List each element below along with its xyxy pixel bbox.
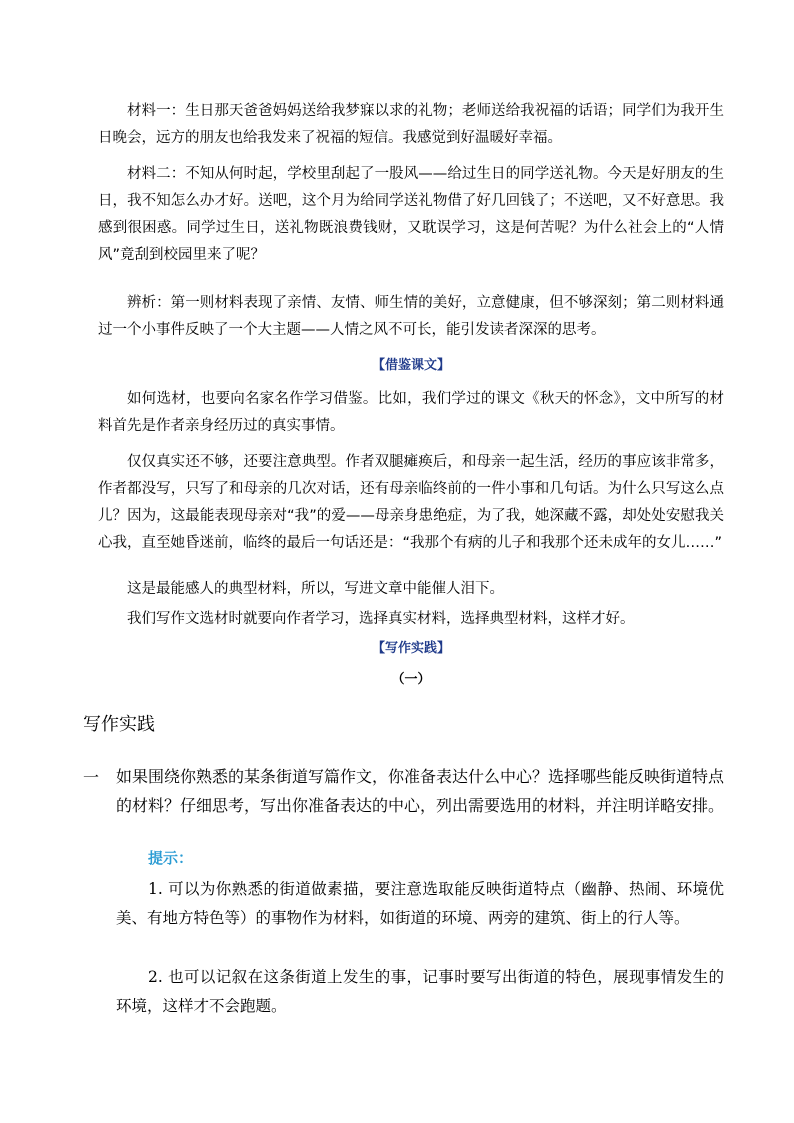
item-number: 一 (83, 768, 100, 787)
material-one-paragraph: 材料一：生日那天爸爸妈妈送给我梦寐以求的礼物；老师送给我祝福的话语；同学们为我开生日晚会，远方的朋友也给我发来了祝福的短信。我感觉到好温暖好幸福。 (98, 103, 724, 146)
exercise-prompt: 如果围绕你熟悉的某条街道写篇作文，你准备表达什么中心？选择哪些能反映街道特点的材料？仔细思考，写出你准备表达的中心，列出需要选用的材料，并注明详略安排。 (116, 767, 725, 815)
writing-practice-heading: 【写作实践】 (371, 641, 450, 656)
analysis-paragraph: 辨析：第一则材料表现了亲情、友情、师生情的美好，立意健康，但不够深刻；第二则材料通过一个小事件反映了一个大主题——人情之风不可长，能引发读者深深的思考。 (98, 295, 724, 338)
borrow-paragraph-3: 这是最能感人的典型材料，所以，写进文章中能催人泪下。 (127, 581, 504, 597)
borrow-paragraph-2: 仅仅真实还不够，还要注意典型。作者双腿瘫痪后，和母亲一起生活，经历的事应该非常多，作者都没写，只写了和母亲的几次对话，还有母亲临终前的一件小事和几句话。为什么只写这么点儿？因为，这最能表现母亲对“我”的爱——母亲身患绝症，为了我，她深藏不露，却处处安慰我关心我，直至她昏迷前，临终的最后一句话还是：“我那个有病的儿子和我那个还未成年的女儿……” (98, 454, 724, 551)
material-two-paragraph: 材料二：不知从何时起，学校里刮起了一股风——给过生日的同学送礼物。今天是好朋友的生日，我不知怎么办才好。送吧，这个月为给同学送礼物借了好几回钱了；不送吧，又不好意思。我感到很困惑。同学过生日，送礼物既浪费钱财，又耽误学习，这是何苦呢？为什么社会上的“人情风”竟刮到校园里来了呢？ (98, 166, 724, 263)
borrow-paragraph-4: 我们写作文选材时就要向作者学习，选择真实材料，选择典型材料，这样才好。 (127, 611, 635, 627)
hint-label: 提示： (148, 849, 194, 867)
hint-item-2: 2. 也可以记叙在这条街道上发生的事，记事时要写出街道的特色，展现事情发生的环境，这样才不会跑题。 (116, 968, 724, 1015)
borrow-text-heading: 【借鉴课文】 (371, 358, 450, 373)
hint-item-1: 1. 可以为你熟悉的街道做素描，要注意选取能反映街道特点（幽静、热闹、环境优美、有地方特色等）的事物作为材料，如街道的环境、两旁的建筑、街上的行人等。 (116, 880, 724, 927)
sub-heading-one: （一） (391, 672, 431, 687)
borrow-paragraph-1: 如何选材，也要向名家名作学习借鉴。比如，我们学过的课文《秋天的怀念》，文中所写的材料首先是作者亲身经历过的真实事情。 (98, 391, 724, 434)
section-title: 写作实践 (83, 714, 155, 735)
